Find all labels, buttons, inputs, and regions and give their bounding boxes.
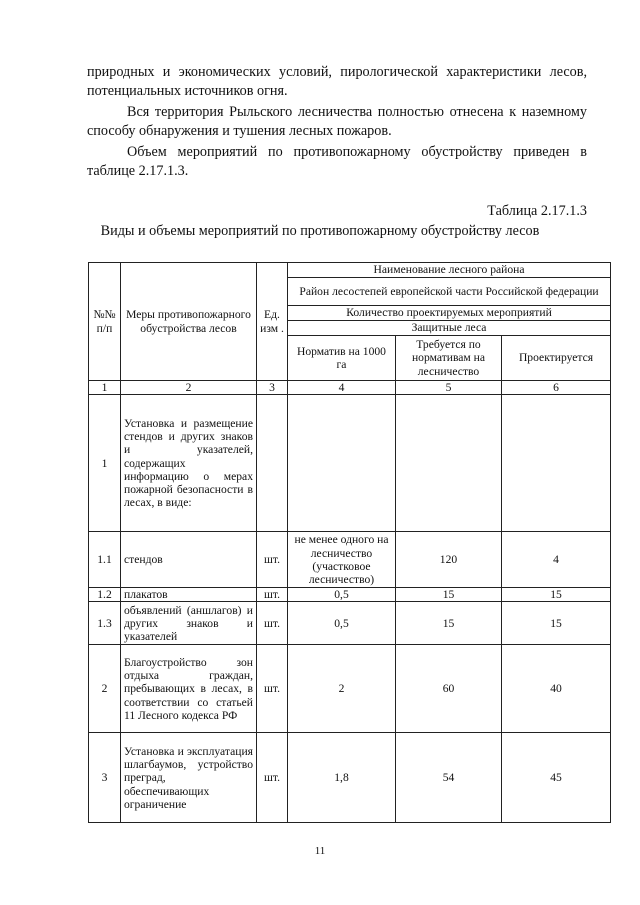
header-planned: Проектируется: [502, 336, 611, 381]
row-planned: 15: [502, 602, 611, 645]
page-number: 11: [314, 845, 326, 857]
header-num: №№ п/п: [89, 263, 121, 381]
row-unit: шт.: [257, 532, 288, 588]
row-planned: 15: [502, 588, 611, 602]
column-number: 1: [89, 381, 121, 395]
table-row: [89, 733, 611, 823]
row-unit: шт.: [257, 645, 288, 733]
column-number: 5: [396, 381, 502, 395]
row-required: 120: [396, 532, 502, 588]
row-planned: 4: [502, 532, 611, 588]
row-num: 1.2: [89, 588, 121, 602]
row-norm: 2: [288, 645, 396, 733]
row-required: [396, 395, 502, 532]
row-measure: объявлений (аншлагов) и других знаков и указателей: [121, 602, 257, 645]
measures-table: [88, 262, 611, 823]
header-forest-type: Защитные леса: [288, 321, 611, 336]
row-required: 54: [396, 733, 502, 823]
row-unit: [257, 395, 288, 532]
header-region-name: Наименование лесного района: [288, 263, 611, 278]
table-title: Виды и объемы мероприятий по противопожарному обустройству лесов: [100, 223, 540, 239]
row-num: 1.1: [89, 532, 121, 588]
column-number: 6: [502, 381, 611, 395]
row-norm: [288, 395, 396, 532]
row-norm: 0,5: [288, 588, 396, 602]
column-number: 2: [121, 381, 257, 395]
row-required: 15: [396, 588, 502, 602]
row-num: 3: [89, 733, 121, 823]
row-measure: Установка и размещение стендов и других знаков и указателей, содержащих информацию о мерах пожарной безопасности в лесах, в виде:: [121, 395, 257, 532]
column-number: 3: [257, 381, 288, 395]
row-unit: шт.: [257, 602, 288, 645]
header-region: Район лесостепей европейской части Российской федерации: [288, 278, 611, 306]
row-required: 15: [396, 602, 502, 645]
row-planned: 45: [502, 733, 611, 823]
paragraph-3: Объем мероприятий по противопожарному обустройству приведен в таблице 2.17.1.3.: [87, 144, 587, 179]
row-norm: не менее одного на лесничество (участковое лесничество): [288, 532, 396, 588]
column-number: 4: [288, 381, 396, 395]
row-required: 60: [396, 645, 502, 733]
row-norm: 1,8: [288, 733, 396, 823]
table-row: [89, 588, 611, 602]
header-required: Требуется по нормативам на лесничество: [396, 336, 502, 381]
header-measures: Меры противопожарного обустройства лесов: [121, 263, 257, 381]
row-num: 1: [89, 395, 121, 532]
table-row: [89, 645, 611, 733]
header-quantity: Количество проектируемых мероприятий: [288, 306, 611, 321]
table-number: Таблица 2.17.1.3: [487, 203, 587, 219]
table-row: [89, 395, 611, 532]
paragraph-1: природных и экономических условий, пирологической характеристики лесов, потенциальных источников огня.: [87, 64, 587, 99]
row-unit: шт.: [257, 733, 288, 823]
row-planned: [502, 395, 611, 532]
table-row: [89, 532, 611, 588]
header-unit: Ед. изм .: [257, 263, 288, 381]
header-norm: Норматив на 1000 га: [288, 336, 396, 381]
row-planned: 40: [502, 645, 611, 733]
paragraph-2: Вся территория Рыльского лесничества полностью отнесена к наземному способу обнаружения и тушения лесных пожаров.: [87, 104, 587, 139]
column-number-row: [89, 381, 611, 395]
row-num: 2: [89, 645, 121, 733]
row-unit: шт.: [257, 588, 288, 602]
row-num: 1.3: [89, 602, 121, 645]
row-measure: Установка и эксплуатация шлагбаумов, устройство преград, обеспечивающих ограничение: [121, 733, 257, 823]
table-row: [89, 602, 611, 645]
row-measure: Благоустройство зон отдыха граждан, пребывающих в лесах, в соответствии со статьей 11 Лесного кодекса РФ: [121, 645, 257, 733]
row-measure: стендов: [121, 532, 257, 588]
row-norm: 0,5: [288, 602, 396, 645]
row-measure: плакатов: [121, 588, 257, 602]
